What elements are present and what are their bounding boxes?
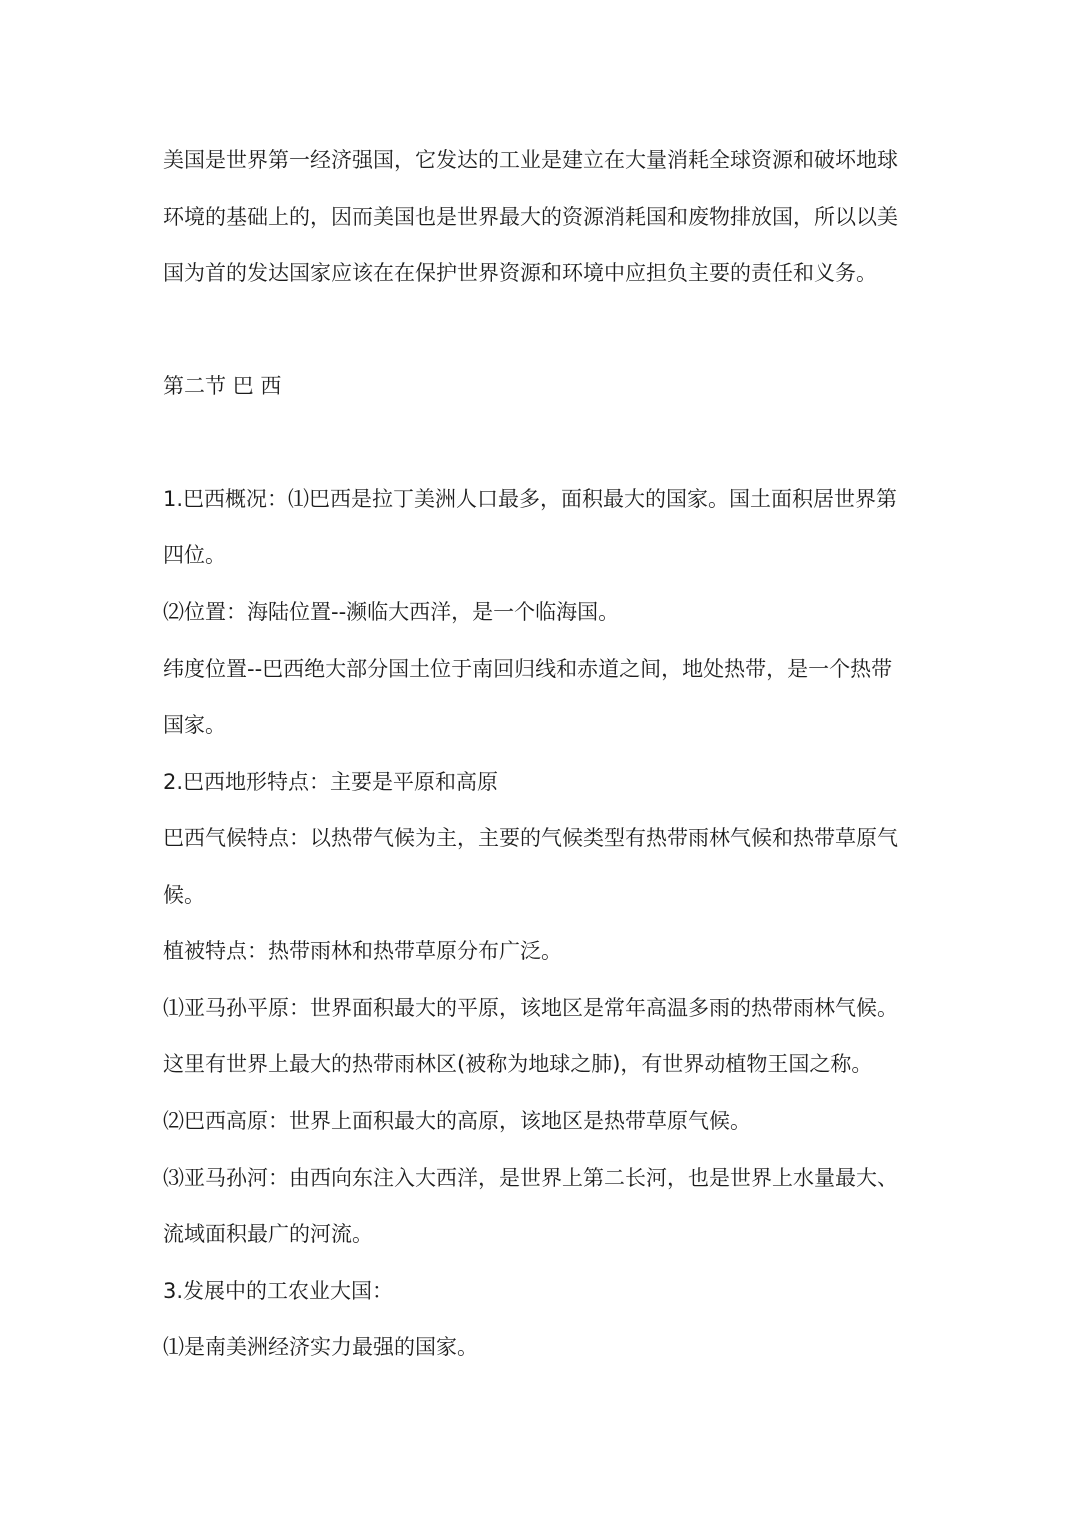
body-line: 流域面积最广的河流。 [163,1222,373,1246]
body-line: 植被特点：热带雨林和热带草原分布广泛。 [163,939,562,963]
body-line: 纬度位置--巴西绝大部分国土位于南回归线和赤道之间，地处热带，是一个热带 [163,657,893,681]
intro-line: 国为首的发达国家应该在在保护世界资源和环境中应担负主要的责任和义务。 [163,261,877,285]
intro-line: 美国是世界第一经济强国，它发达的工业是建立在大量消耗全球资源和破坏地球 [163,148,898,172]
body-line: 3.发展中的工农业大国： [163,1279,394,1303]
body-line: 国家。 [163,713,226,737]
body-line: ⑵巴西高原：世界上面积最大的高原，该地区是热带草原气候。 [163,1109,751,1133]
section-title: 第二节 巴 西 [163,374,282,398]
body-line: 候。 [163,883,205,907]
body-line: ⑴是南美洲经济实力最强的国家。 [163,1335,478,1359]
body-line: ⑴亚马孙平原：世界面积最大的平原，该地区是常年高温多雨的热带雨林气候。 [163,996,898,1020]
body-line: 这里有世界上最大的热带雨林区(被称为地球之肺)，有世界动植物王国之称。 [163,1052,873,1076]
body-line: ⑶亚马孙河：由西向东注入大西洋，是世界上第二长河，也是世界上水量最大、 [163,1166,898,1190]
body-line: ⑵位置：海陆位置--濒临大西洋，是一个临海国。 [163,600,620,624]
intro-line: 环境的基础上的，因而美国也是世界最大的资源消耗国和废物排放国，所以以美 [163,205,898,229]
body-line: 巴西气候特点：以热带气候为主，主要的气候类型有热带雨林气候和热带草原气 [163,826,898,850]
body-line: 2.巴西地形特点：主要是平原和高原 [163,770,499,794]
body-line: 1.巴西概况：⑴巴西是拉丁美洲人口最多，面积最大的国家。国土面积居世界第 [163,487,898,511]
body-line: 四位。 [163,543,226,567]
